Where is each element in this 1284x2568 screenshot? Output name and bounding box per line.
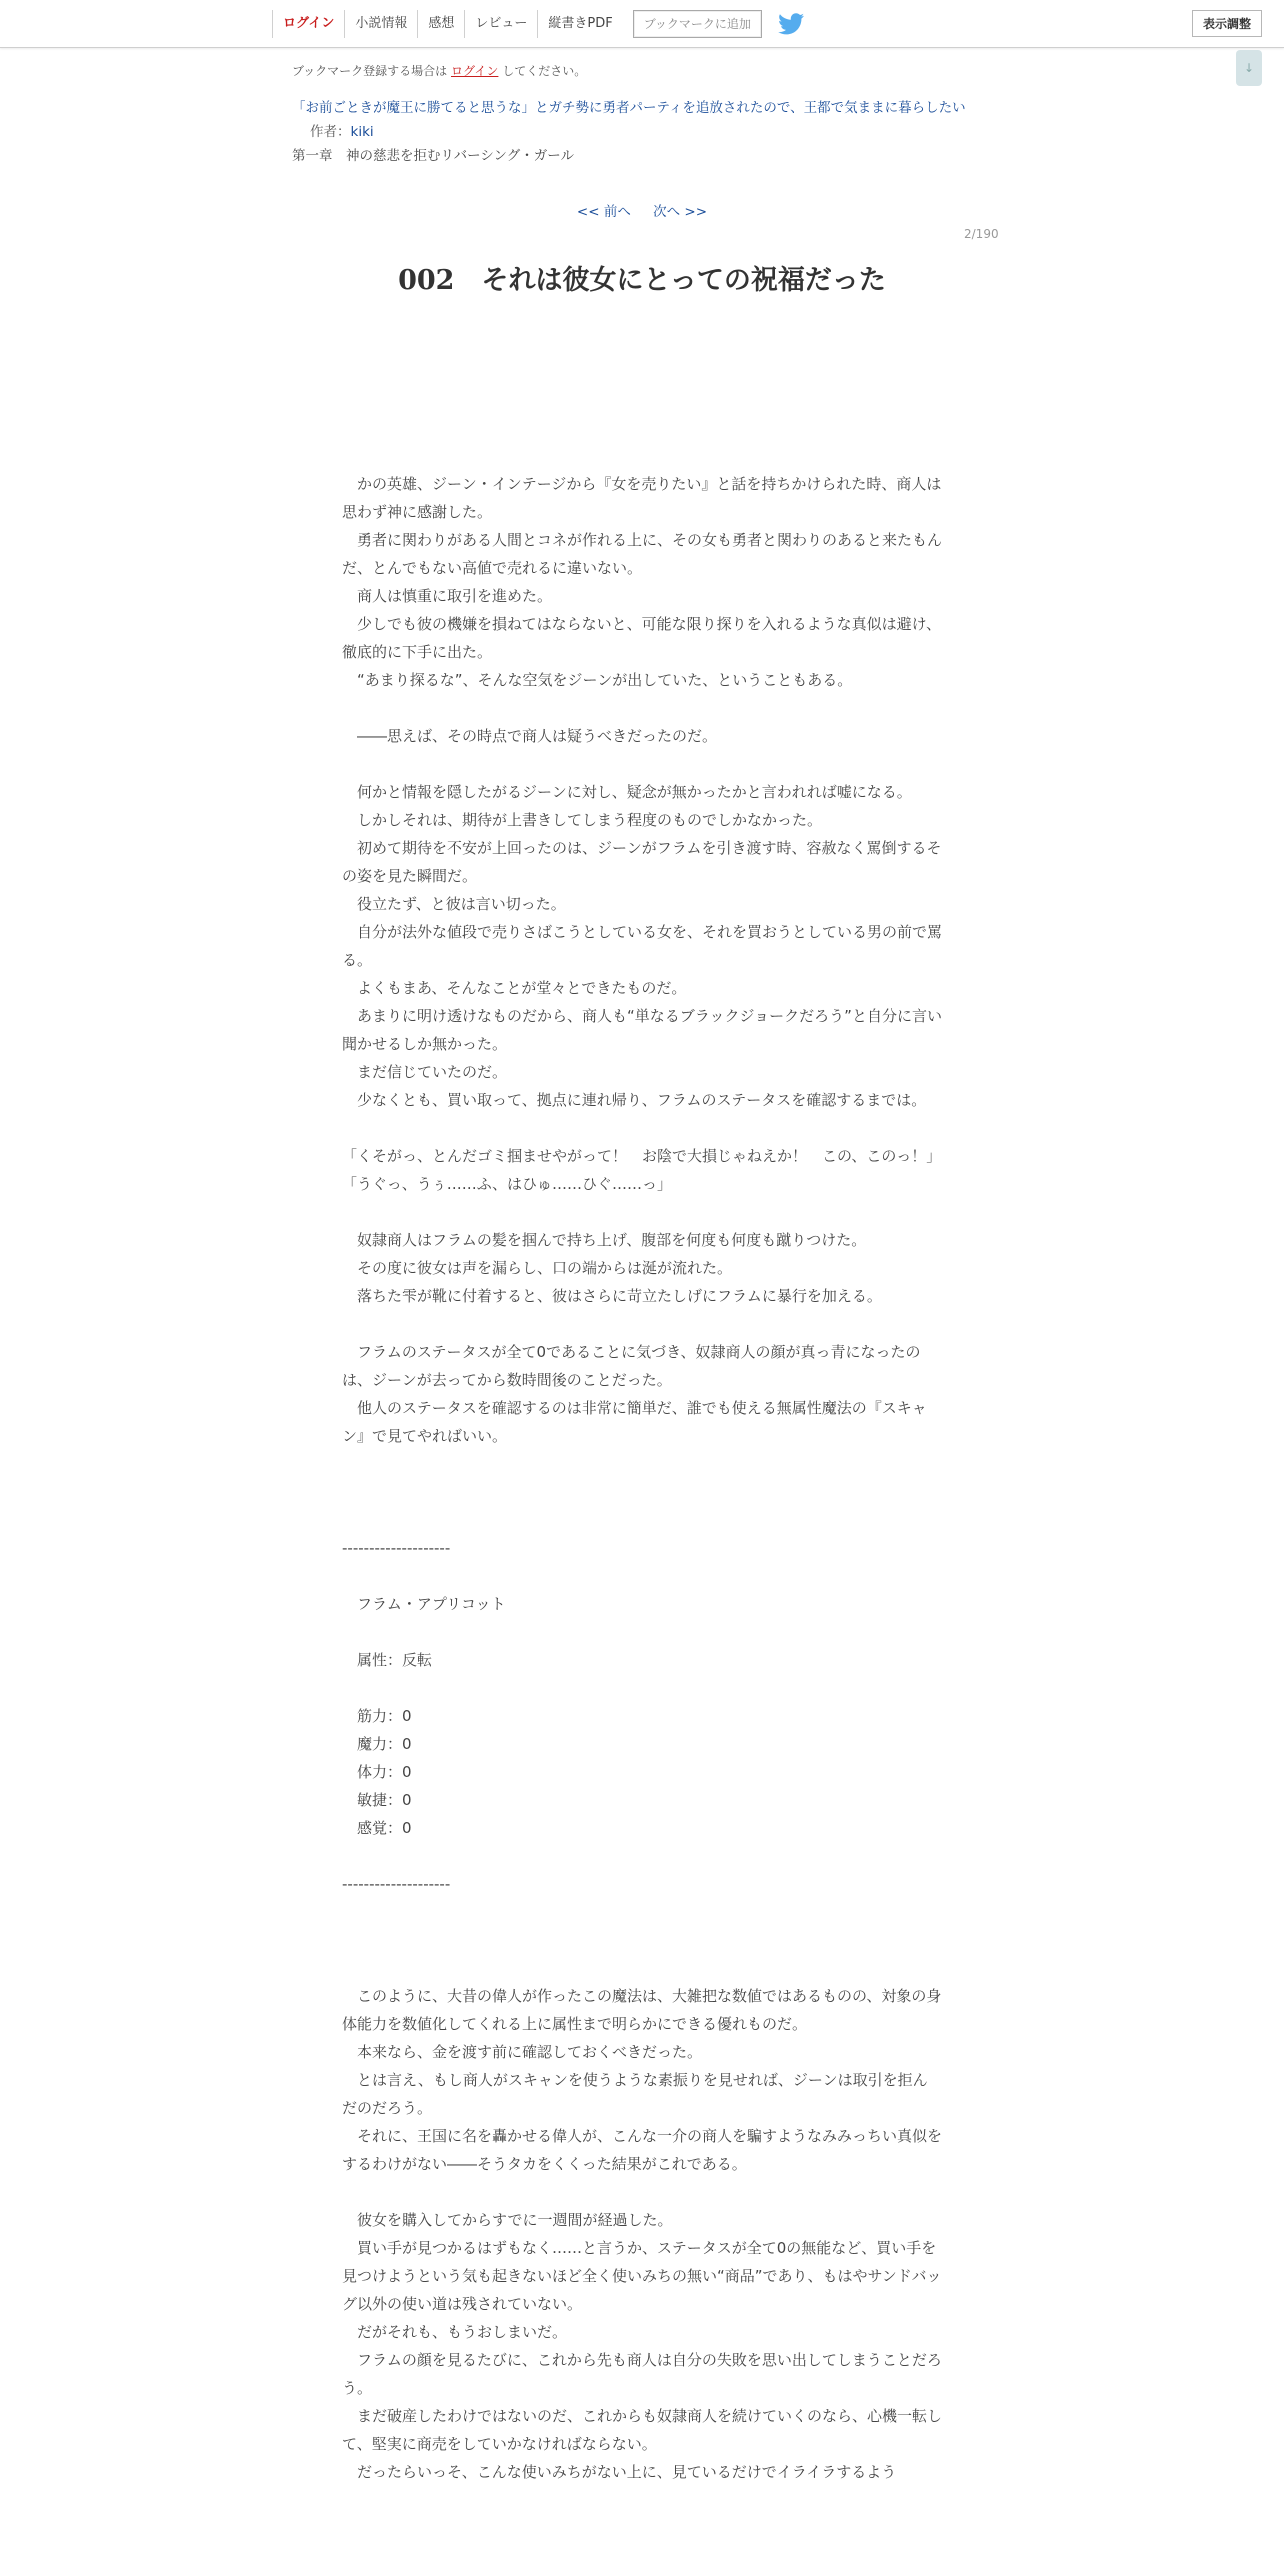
- body-paragraph: このように、大昔の偉人が作ったこの魔法は、大雑把な数値ではあるものの、対象の身体能力を数値化してくれる上に属性まで明らかにできる優れものだ。: [342, 1987, 942, 2033]
- add-bookmark-button[interactable]: ブックマークに追加: [633, 10, 762, 38]
- body-paragraph: 魔力：0: [342, 1735, 412, 1753]
- body-paragraph: 落ちた雫が靴に付着すると、彼はさらに苛立たしげにフラムに暴行を加える。: [342, 1287, 882, 1305]
- body-paragraph: “あまり探るな”、そんな空気をジーンが出していた、ということもある。: [342, 671, 853, 689]
- body-paragraph: かの英雄、ジーン・インテージから『女を売りたい』と話を持ちかけられた時、商人は思わず神に感謝した。: [342, 475, 942, 521]
- body-paragraph: [342, 1478, 942, 1506]
- body-paragraph: [342, 1506, 942, 1534]
- body-paragraph: 「くそがっ、とんだゴミ掴ませやがって！ お陰で大損じゃねえか！ この、このっ！」: [342, 1147, 942, 1165]
- body-paragraph: 本来なら、金を渡す前に確認しておくべきだった。: [342, 2043, 703, 2061]
- body-paragraph: フラム・アプリコット: [342, 1595, 506, 1613]
- episode-title: 002 それは彼女にとっての祝福だった: [398, 265, 886, 296]
- body-paragraph: 奴隷商人はフラムの髪を掴んで持ち上げ、腹部を何度も何度も蹴りつけた。: [342, 1231, 867, 1249]
- body-paragraph: ――思えば、その時点で商人は疑うべきだったのだ。: [342, 727, 718, 745]
- body-paragraph: [342, 1898, 942, 1926]
- login-notice: [292, 62, 586, 79]
- body-paragraph: 感覚：0: [342, 1819, 412, 1837]
- nav-login[interactable]: ログイン: [272, 10, 344, 38]
- nav-vertical-pdf[interactable]: 縦書きPDF: [537, 10, 622, 38]
- body-paragraph: 「うぐっ、うぅ……ふ、はひゅ……ひぐ……っ」: [342, 1175, 673, 1193]
- body-paragraph: まだ信じていたのだ。: [342, 1063, 508, 1081]
- body-paragraph: [342, 1198, 942, 1226]
- body-paragraph: 体力：0: [342, 1763, 412, 1781]
- body-paragraph: 少しでも彼の機嫌を損ねてはならないと、可能な限り探りを入れるような真似は避け、徹底的に下手に出た。: [342, 615, 942, 661]
- page-count: 2/190: [964, 227, 999, 241]
- notice-suffix: してください。: [502, 64, 587, 78]
- body-paragraph: それに、王国に名を轟かせる偉人が、こんな一介の商人を騙すようなみみっちい真似をするわけがない――そうタカをくくった結果がこれである。: [342, 2127, 943, 2173]
- body-paragraph: しかしそれは、期待が上書きしてしまう程度のものでしかなかった。: [342, 811, 823, 829]
- novel-body: [342, 470, 942, 2486]
- body-paragraph: 買い手が見つかるはずもなく……と言うか、ステータスが全て0の無能など、買い手を見つけようという気も起きないほど全く使いみちの無い“商品”であり、もはやサンドバッグ以外の使い道は残されていない。: [342, 2239, 942, 2313]
- body-paragraph: だがそれも、もうおしまいだ。: [342, 2323, 568, 2341]
- body-paragraph: [342, 1954, 942, 1982]
- body-paragraph: --------------------: [342, 1875, 451, 1893]
- body-paragraph: 他人のステータスを確認するのは非常に簡単だ、誰でも使える無属性魔法の『スキャン』で見てやればいい。: [342, 1399, 927, 1445]
- twitter-icon[interactable]: [778, 13, 804, 35]
- body-paragraph: 自分が法外な値段で売りさばこうとしている女を、それを買おうとしている男の前で罵る。: [342, 923, 943, 969]
- body-paragraph: 敏捷：0: [342, 1791, 412, 1809]
- body-paragraph: [342, 1450, 942, 1478]
- top-header: [0, 0, 1284, 48]
- prev-link[interactable]: << 前へ: [576, 204, 631, 220]
- body-paragraph: あまりに明け透けなものだから、商人も“単なるブラックジョークだろう”と自分に言い聞かせるしか無かった。: [342, 1007, 942, 1053]
- next-link[interactable]: 次へ >>: [653, 204, 708, 220]
- body-paragraph: [342, 1674, 942, 1702]
- body-paragraph: --------------------: [342, 1539, 451, 1557]
- body-paragraph: [342, 1842, 942, 1870]
- body-paragraph: 属性：反転: [342, 1651, 433, 1669]
- main-nav: [272, 9, 804, 39]
- body-paragraph: [342, 694, 942, 722]
- body-paragraph: 彼女を購入してからすでに一週間が経過した。: [342, 2211, 673, 2229]
- novel-title-link[interactable]: 「お前ごときが魔王に勝てると思うな」とガチ勢に勇者パーティを追放されたので、王都で気ままに暮らしたい: [292, 100, 966, 116]
- body-paragraph: [342, 2178, 942, 2206]
- display-settings-button[interactable]: 表示調整: [1192, 10, 1262, 37]
- body-paragraph: フラムのステータスが全て0であることに気づき、奴隷商人の顔が真っ青になったのは、ジーンが去ってから数時間後のことだった。: [342, 1343, 921, 1389]
- nav-novel-info[interactable]: 小説情報: [344, 10, 417, 38]
- body-paragraph: よくもまあ、そんなことが堂々とできたものだ。: [342, 979, 687, 997]
- body-paragraph: 何かと情報を隠したがるジーンに対し、疑念が無かったかと言われれば嘘になる。: [342, 783, 912, 801]
- novel-title-block: [292, 96, 992, 144]
- notice-prefix: ブックマーク登録する場合は: [292, 64, 448, 78]
- body-paragraph: [342, 1926, 942, 1954]
- body-paragraph: 勇者に関わりがある人間とコネが作れる上に、その女も勇者と関わりのあると来たもんだ、とんでもない高値で売れるに違いない。: [342, 531, 943, 577]
- body-paragraph: 少なくとも、買い取って、拠点に連れ帰り、フラムのステータスを確認するまでは。: [342, 1091, 927, 1109]
- body-paragraph: フラムの顔を見るたびに、これから先も商人は自分の失敗を思い出してしまうことだろう。: [342, 2351, 942, 2397]
- pager: [0, 200, 1284, 220]
- body-paragraph: 筋力：0: [342, 1707, 412, 1725]
- body-paragraph: その度に彼女は声を漏らし、口の端からは涎が流れた。: [342, 1259, 733, 1277]
- body-paragraph: 役立たず、と彼は言い切った。: [342, 895, 566, 913]
- body-paragraph: 初めて期待を不安が上回ったのは、ジーンがフラムを引き渡す時、容赦なく罵倒するその姿を見た瞬間だ。: [342, 839, 942, 885]
- nav-review[interactable]: レビュー: [464, 10, 537, 38]
- body-paragraph: だったらいっそ、こんな使いみちがない上に、見ているだけでイライラするよう: [342, 2463, 897, 2481]
- body-paragraph: まだ破産したわけではないのだ、これからも奴隷商人を続けていくのなら、心機一転して、堅実に商売をしていかなければならない。: [342, 2407, 943, 2453]
- body-paragraph: [342, 1562, 942, 1590]
- body-paragraph: [342, 1310, 942, 1338]
- notice-login-link[interactable]: ログイン: [451, 64, 499, 78]
- nav-impressions[interactable]: 感想: [417, 10, 464, 38]
- body-paragraph: [342, 1618, 942, 1646]
- author-label: 作者：: [310, 124, 351, 140]
- chapter-title: 第一章 神の慈悲を拒むリバーシング・ガール: [292, 148, 574, 164]
- scroll-down-button[interactable]: ↓: [1236, 50, 1262, 86]
- author-link[interactable]: kiki: [350, 124, 374, 140]
- body-paragraph: とは言え、もし商人がスキャンを使うような素振りを見せれば、ジーンは取引を拒んだのだろう。: [342, 2071, 928, 2117]
- body-paragraph: 商人は慎重に取引を進めた。: [342, 587, 553, 605]
- body-paragraph: [342, 750, 942, 778]
- body-paragraph: [342, 1114, 942, 1142]
